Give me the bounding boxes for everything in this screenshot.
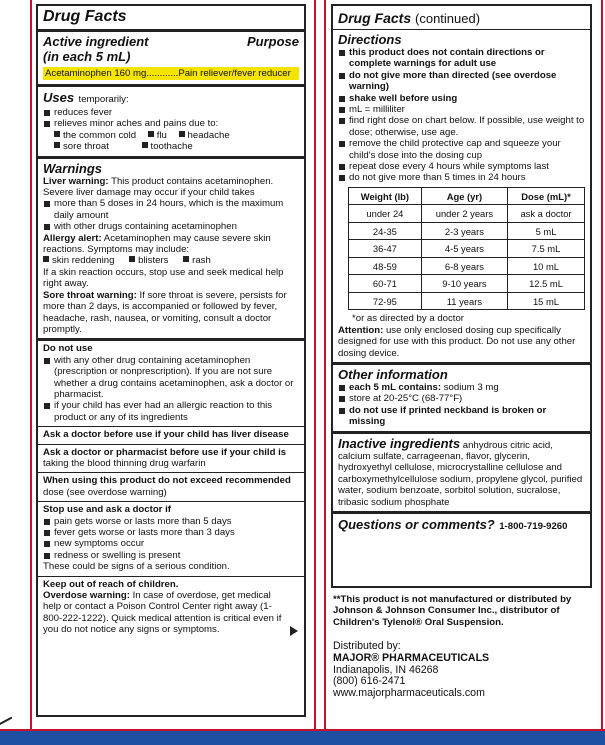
dosing-table xyxy=(348,187,585,311)
disclaimer: **This product is not manufactured or distributed by Johnson & Johnson Consumer Inc., distributor of Children's Tylenol® Oral Suspension. xyxy=(333,594,572,628)
uses-sub-item: flu xyxy=(156,129,167,141)
active-ingredient-sub: (in each 5 mL) xyxy=(43,49,131,64)
continue-arrow-icon xyxy=(290,626,298,636)
do-not-use-item: with any other drug containing acetaminophen (prescription or nonprescription). If you are not sure whether a drug contains acetaminophen, ask a doctor or pharmacist. xyxy=(43,355,299,401)
allergy-alert-text: Acetaminophen may cause severe skin reactions. Symptoms may include: xyxy=(43,232,271,256)
allergy-after-text: If a skin reaction occurs, stop use and seek medical help right away. xyxy=(43,266,284,290)
ask-doctor-section xyxy=(38,427,304,444)
dosing-table-cell: ask a doctor xyxy=(508,205,585,223)
uses-sub-item: the common cold xyxy=(63,129,137,141)
do-not-use-heading: Do not use xyxy=(43,343,93,355)
company-name: MAJOR® PHARMACEUTICALS xyxy=(333,651,490,664)
sore-throat-label: Sore throat warning: xyxy=(43,289,137,301)
uses-intro: temporarily: xyxy=(78,94,129,105)
directions-item: mL = milliliter xyxy=(338,104,585,115)
distributed-by-label: Distributed by: xyxy=(333,640,401,652)
active-ingredient-heading: Active ingredient xyxy=(43,34,149,49)
dosing-table-cell: 72-95 xyxy=(349,292,422,310)
directions-item: shake well before using xyxy=(338,93,585,104)
dosing-table-row xyxy=(349,222,585,240)
active-ingredient-section xyxy=(38,32,304,87)
dosing-table-header-cell: Age (yr) xyxy=(421,187,507,205)
dosing-table-cell: 5 mL xyxy=(508,222,585,240)
dosing-table-row xyxy=(349,292,585,310)
stop-use-item: pain gets worse or lasts more than 5 days xyxy=(43,516,299,527)
directions-item: do not give more than directed (see overdose warning) xyxy=(338,70,585,93)
uses-subrow-1 xyxy=(43,130,299,141)
uses-subrow-2 xyxy=(43,141,299,152)
dosing-table-cell: under 24 xyxy=(349,205,422,223)
uses-heading: Uses xyxy=(43,90,75,105)
directions-item: find right dose on chart below. If possible, use weight to dose; otherwise, use age. xyxy=(338,115,585,138)
uses-sub-item: headache xyxy=(187,129,230,141)
dosing-table-cell: 10 mL xyxy=(508,257,585,275)
other-info-item: do not use if printed neckband is broken or missing xyxy=(338,405,585,428)
dosing-table-cell: 60-71 xyxy=(349,275,422,293)
dosing-table-cell: 24-35 xyxy=(349,222,422,240)
company-phone: (800) 616-2471 xyxy=(333,675,406,688)
dosing-table-header xyxy=(349,187,585,205)
dosing-table-header-cell: Weight (lb) xyxy=(349,187,422,205)
warnings-section xyxy=(38,159,304,342)
dosing-table-cell: 6-8 years xyxy=(421,257,507,275)
dosing-table-row xyxy=(349,205,585,223)
uses-sub-item: sore throat xyxy=(63,141,109,153)
stop-use-item: new symptoms occur xyxy=(43,538,299,549)
corner-fold-line xyxy=(0,717,12,725)
dosing-table-cell: 48-59 xyxy=(349,257,422,275)
directions-item: do not give more than 5 times in 24 hours xyxy=(338,172,585,183)
ask-doctor-pharmacist-section xyxy=(38,445,304,474)
directions-heading: Directions xyxy=(338,32,402,47)
purpose-heading: Purpose xyxy=(246,34,299,49)
inactive-ingredients-text: anhydrous citric acid, calcium sulfate, carrageenan, flavor, glycerin, hydroxyethyl cellulose, microcrystalline cellulose and carboxymethylcellulose sodium, propylene glycol, purified water, sodium benzoate, sorbitol solution, sucralose, tribasic sodium phosphate xyxy=(338,439,583,508)
warnings-heading: Warnings xyxy=(43,160,102,176)
liver-warning-item: more than 5 doses in 24 hours, which is the maximum daily amount xyxy=(43,198,299,221)
ask-doctor-pharmacist-rest: taking the blood thinning drug warfarin xyxy=(43,457,206,469)
active-ingredient-line: Acetaminophen 160 mg............Pain reliever/fever reducer xyxy=(43,67,299,80)
dosing-table-cell: under 2 years xyxy=(421,205,507,223)
dosing-table-row xyxy=(349,240,585,258)
drug-facts-right-box xyxy=(331,4,592,588)
inactive-ingredients-heading: Inactive ingredients xyxy=(338,435,461,451)
other-info-value: sodium 3 mg xyxy=(443,382,499,393)
continued-label: (continued) xyxy=(415,11,481,26)
keep-out-heading: Keep out of reach of children. xyxy=(43,578,179,590)
overdose-label: Overdose warning: xyxy=(43,590,130,602)
stop-use-after: These could be signs of a serious condition. xyxy=(43,561,230,573)
attention-text: use only enclosed dosing cup specifically designed for use with this product. Do not use any other dosing device. xyxy=(338,324,576,359)
sore-throat-text: If sore throat is severe, persists for more than 2 days, is accompanied or followed by fever, headache, rash, nausea, or vomiting, consult a doctor promptly. xyxy=(43,289,287,335)
liver-warning-text: This product contains acetaminophen. Severe liver damage may occur if your child takes xyxy=(43,175,274,199)
dosing-table-cell: 2-3 years xyxy=(421,222,507,240)
dosing-footnote: *or as directed by a doctor xyxy=(352,313,464,325)
dosing-table-cell: 15 mL xyxy=(508,292,585,310)
directions-item: this product does not contain directions or complete warnings for adult use xyxy=(338,47,585,70)
allergy-symptom: rash xyxy=(192,255,211,267)
liver-warning-label: Liver warning: xyxy=(43,175,109,187)
drug-facts-title: Drug Facts xyxy=(43,8,127,25)
bottom-band xyxy=(0,731,605,745)
dosing-table-cell: 36-47 xyxy=(349,240,422,258)
disclaimer-text xyxy=(333,594,588,628)
dosing-table-cell: 4-5 years xyxy=(421,240,507,258)
stop-use-item: fever gets worse or lasts more than 3 days xyxy=(43,527,299,538)
company-website: www.majorpharmaceuticals.com xyxy=(333,687,485,700)
stop-use-item: redness or swelling is present xyxy=(43,550,299,561)
dosing-table-cell: 12.5 mL xyxy=(508,275,585,293)
liver-warning-item: with other drugs containing acetaminophen xyxy=(43,221,299,232)
allergy-symptom: blisters xyxy=(138,255,169,267)
dosing-table-cell: 11 years xyxy=(421,292,507,310)
stop-use-section xyxy=(38,502,304,576)
allergy-symptoms-row xyxy=(43,255,299,266)
uses-sub-item: toothache xyxy=(150,141,193,153)
inactive-ingredients-section xyxy=(333,434,590,514)
other-info-item: store at 20-25°C (68-77°F) xyxy=(338,393,585,404)
when-using-section xyxy=(38,473,304,502)
distributor-block xyxy=(333,641,588,700)
other-info-label: each 5 mL contains: xyxy=(349,382,442,393)
overdose-text: In case of overdose, get medical help or contact a Poison Control Center right away (1-800-222-1222). Quick medical attention is critical even if you do not notice any signs or symptoms. xyxy=(43,590,282,636)
when-using-rest: dose (see overdose warning) xyxy=(43,486,167,498)
questions-section xyxy=(333,514,590,537)
when-using-bold: When using this product do not exceed recommended xyxy=(43,475,291,487)
ask-doctor-pharmacist-bold: Ask a doctor or pharmacist before use if your child is xyxy=(43,446,287,458)
do-not-use-section xyxy=(38,341,304,427)
stop-use-heading: Stop use and ask a doctor if xyxy=(43,504,171,516)
attention-label: Attention: xyxy=(338,324,384,336)
drug-facts-continued-title-section xyxy=(333,6,590,30)
directions-section xyxy=(333,30,590,365)
dosing-table-header-cell: Dose (mL)* xyxy=(508,187,585,205)
do-not-use-item: if your child has ever had an allergic reaction to this product or any of its ingredients xyxy=(43,400,299,423)
dosing-table-row xyxy=(349,257,585,275)
uses-item: relieves minor aches and pains due to: xyxy=(43,118,299,129)
allergy-symptom: skin reddening xyxy=(52,255,115,267)
directions-item: remove the child protective cap and squeeze your child's dose into the dosing cup xyxy=(338,138,585,161)
drug-facts-title-section xyxy=(38,6,304,32)
uses-section xyxy=(38,87,304,159)
questions-heading: Questions or comments? xyxy=(338,517,495,533)
ask-doctor-text: Ask a doctor before use if your child has liver disease xyxy=(43,429,289,441)
directions-item: repeat dose every 4 hours while symptoms last xyxy=(338,161,585,172)
dosing-table-cell: 9-10 years xyxy=(421,275,507,293)
keep-out-section xyxy=(38,577,304,640)
uses-item: reduces fever xyxy=(43,107,299,118)
questions-phone: 1-800-719-9260 xyxy=(499,521,568,533)
allergy-alert-label: Allergy alert: xyxy=(43,232,102,244)
other-information-heading: Other information xyxy=(338,367,448,382)
other-information-section xyxy=(333,365,590,434)
dosing-table-cell: 7.5 mL xyxy=(508,240,585,258)
drug-facts-continued-title: Drug Facts xyxy=(338,10,412,26)
company-city: Indianapolis, IN 46268 xyxy=(333,663,439,676)
drug-facts-left-box xyxy=(36,4,306,717)
dosing-table-row xyxy=(349,275,585,293)
